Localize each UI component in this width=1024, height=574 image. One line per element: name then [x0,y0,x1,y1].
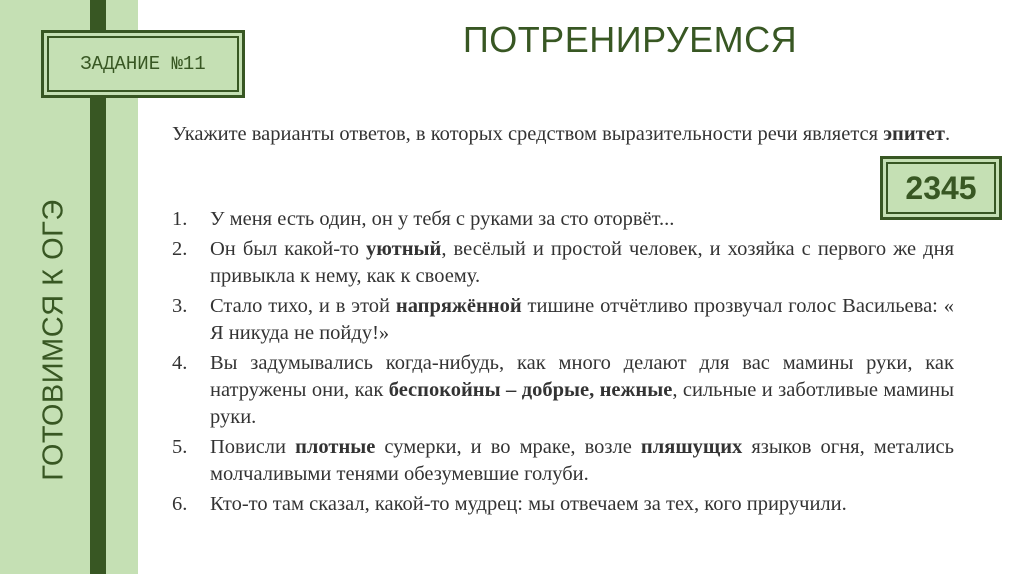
option-text-part: , сильные и заботливые мамины руки. [210,379,955,428]
option-text [210,236,954,290]
option-text-part: , весёлый и простой человек, и хозяйка с первого же дня привыкла к нему, как к своему. [210,238,954,287]
epithet-highlight: плотные [295,436,376,458]
option-number: 1. [172,208,188,230]
option-item [172,293,954,347]
option-number: 4. [172,352,188,374]
instruction-text [172,120,952,148]
task-badge [41,30,245,98]
option-text [210,350,954,431]
option-text [210,293,954,347]
option-text-part: сумерки, и во мраке, возле [375,436,641,458]
option-number: 3. [172,295,188,317]
task-label: ЗАДАНИЕ №11 [47,36,239,92]
option-text-part: Он был какой-то [210,238,367,260]
sidebar-label: ГОТОВИМСЯ К ОГЭ [37,199,70,481]
option-item [172,491,954,518]
option-text-part: У меня есть один, он у тебя с руками за сто оторвёт... [210,208,675,230]
option-text-part: Стало тихо, и в этой [210,295,396,317]
option-text-part: тишине отчётливо прозвучал голос Васильева: « Я никуда не пойду!» [210,295,954,344]
option-number: 2. [172,238,188,260]
option-item [172,206,954,233]
instruction-after: . [944,123,951,145]
option-item [172,236,954,290]
option-item [172,350,954,431]
page-title: ПОТРЕНИРУЕМСЯ [462,19,798,60]
option-number: 5. [172,436,188,458]
answer-value: 2345 [886,162,996,214]
options-list [172,206,954,521]
option-text-part: Вы задумывались когда-нибудь, как много делают для вас мамины руки, как натружены они, как [210,352,954,401]
option-text-part: Кто-то там сказал, какой-то мудрец: мы отвечаем за тех, кого приручили. [210,493,847,515]
epithet-highlight: уютный [366,238,442,260]
option-number: 6. [172,493,188,515]
epithet-highlight: напряжённой [395,295,522,317]
option-text-part: языков огня, метались молчаливыми тенями обезумевшие голуби. [210,436,955,485]
option-item [172,434,954,488]
option-text-part: Повисли [210,436,296,458]
option-text [210,434,954,488]
instruction-term: эпитет [883,123,945,145]
epithet-highlight: пляшущих [640,436,743,458]
instruction-before: Укажите варианты ответов, в которых средством выразительности речи является [172,123,884,145]
option-text [210,206,954,233]
option-text [210,491,954,518]
epithet-highlight: беспокойны – добрые, нежные [388,379,673,401]
